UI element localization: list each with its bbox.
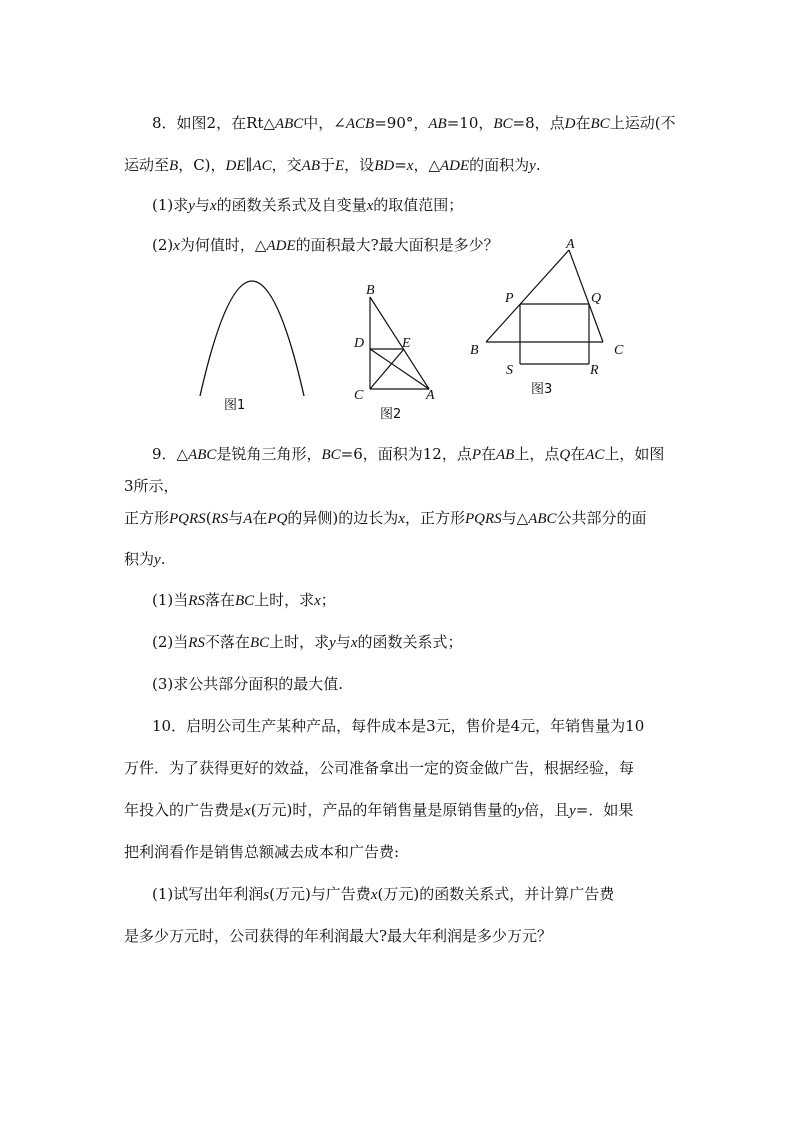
- p10-line-1: [152, 716, 644, 736]
- text-run: 于: [319, 156, 335, 174]
- math-var: y: [529, 158, 536, 174]
- text-run: =10，: [446, 114, 494, 132]
- text-run: ，C)，: [178, 156, 226, 174]
- fig2-label-e: E: [402, 336, 411, 351]
- text-run: ，正方形: [404, 509, 465, 527]
- text-run: 上，如图: [604, 445, 665, 463]
- fig2-label-b: B: [366, 283, 375, 298]
- text-run: 上时，求: [269, 633, 330, 651]
- text-run: (1)求: [152, 196, 189, 214]
- text-run: 在: [570, 445, 586, 463]
- fig3-label-b: B: [470, 343, 479, 358]
- text-run: 万件．为了获得更好的效益，公司准备拿出一定的资金做广告，根据经验，每: [124, 759, 635, 777]
- math-var: BD: [374, 158, 395, 174]
- text-run: ；: [320, 591, 336, 609]
- text-run: 在: [481, 445, 497, 463]
- math-var: RS: [188, 593, 205, 609]
- math-var: ADE: [266, 238, 296, 254]
- text-run: =90°，: [374, 114, 429, 132]
- text-run: 上时，求: [254, 591, 315, 609]
- text-run: 的取值范围；: [373, 196, 464, 214]
- text-run: =．如果: [575, 801, 634, 819]
- math-var: x: [209, 198, 217, 214]
- fig3-label-q: Q: [591, 291, 602, 306]
- math-var: y: [517, 803, 525, 819]
- text-run: =6，面积为12，点: [340, 445, 472, 463]
- text-run: ∥: [245, 156, 253, 174]
- math-var: DE: [225, 158, 246, 174]
- text-run: 倍，且: [524, 801, 570, 819]
- text-run: 的函数关系式及自变量: [216, 196, 367, 214]
- text-run: 把利润看作是销售总额减去成本和广告费:: [124, 843, 400, 861]
- math-var: ABC: [188, 447, 217, 463]
- text-run: 是多少万元时，公司获得的年利润最大?最大年利润是多少万元？: [124, 927, 553, 945]
- text-run: 8．如图2，在Rt△: [152, 114, 275, 132]
- math-var: x: [366, 198, 374, 214]
- math-var: PQRS: [464, 511, 502, 527]
- math-var: E: [335, 158, 345, 174]
- text-run: 是锐角三角形，: [216, 445, 322, 463]
- text-run: 的异侧)的边长为: [287, 509, 399, 527]
- math-var: ACB: [345, 116, 375, 132]
- math-var: s: [263, 887, 270, 903]
- math-var: AC: [585, 447, 605, 463]
- text-run: 正方形: [124, 509, 170, 527]
- math-var: RS: [211, 511, 229, 527]
- fig3-label-a: A: [566, 237, 575, 252]
- math-var: x: [406, 158, 414, 174]
- math-var: AB: [301, 158, 320, 174]
- text-run: 的面积为: [469, 156, 530, 174]
- text-run: 不落在: [204, 633, 250, 651]
- fig3-caption: 图3: [531, 382, 553, 397]
- text-run: 运动至: [124, 156, 170, 174]
- math-var: x: [350, 635, 358, 651]
- p9-line-3: [124, 508, 647, 529]
- p10-question-1a: [152, 884, 614, 905]
- fig2-label-d: D: [354, 336, 365, 351]
- text-run: 上运动(不: [609, 114, 676, 132]
- text-run: 落在: [204, 591, 235, 609]
- text-run: 10．启明公司生产某种产品，每件成本是3元，售价是4元，年销售量为10: [152, 717, 645, 735]
- text-run: 与: [335, 633, 351, 651]
- text-run: 与: [194, 196, 210, 214]
- p9-line-2: [124, 476, 179, 496]
- text-run: 积为: [124, 550, 155, 568]
- p10-question-1b: [124, 926, 552, 946]
- text-run: 与: [228, 509, 244, 527]
- p9-line-4: [124, 549, 165, 570]
- math-var: RS: [188, 635, 205, 651]
- text-run: (3)求公共部分面积的最大值.: [152, 675, 344, 693]
- math-var: ABC: [274, 116, 304, 132]
- math-var: y: [154, 552, 161, 568]
- math-var: B: [169, 158, 179, 174]
- text-run: 3所示，: [124, 477, 179, 495]
- fig1-parabola: [200, 281, 304, 396]
- math-var: BC: [321, 447, 341, 463]
- math-var: x: [244, 803, 251, 819]
- text-run: (2)当: [152, 633, 189, 651]
- math-var: x: [173, 238, 180, 254]
- math-var: BC: [249, 635, 270, 651]
- p9-line-1: [152, 444, 664, 465]
- text-run: .: [535, 156, 541, 174]
- math-var: BC: [493, 116, 513, 132]
- p9-question-1: [152, 590, 336, 611]
- math-var: PQ: [267, 511, 288, 527]
- fig2-triangle: [370, 297, 429, 389]
- fig2-label-c: C: [354, 388, 364, 403]
- math-var: Q: [559, 447, 571, 463]
- math-var: ABC: [528, 511, 557, 527]
- text-run: ，交: [271, 156, 302, 174]
- math-var: PQRS: [169, 511, 206, 527]
- math-var: AC: [252, 158, 272, 174]
- text-run: 在: [252, 509, 268, 527]
- p10-line-2: [124, 758, 634, 778]
- text-run: 为何值时，△: [179, 236, 267, 254]
- text-run: =: [394, 156, 407, 174]
- text-run: .: [160, 550, 166, 568]
- text-run: 的面积最大?最大面积是多少？: [295, 236, 499, 254]
- fig3-label-r: R: [590, 363, 599, 378]
- p9-question-3: [152, 674, 343, 694]
- text-run: =8，点: [512, 114, 565, 132]
- math-var: y: [329, 635, 336, 651]
- fig1-caption: 图1: [224, 398, 246, 413]
- text-run: 中，∠: [303, 114, 346, 132]
- text-run: (: [205, 509, 212, 527]
- text-run: (万元)时，产品的年销售量是原销售量的: [250, 801, 518, 819]
- text-run: 上，点: [514, 445, 560, 463]
- text-run: 的函数关系式；: [357, 633, 463, 651]
- text-run: (2): [152, 236, 174, 254]
- p10-line-3: [124, 800, 633, 821]
- text-run: ，设: [344, 156, 375, 174]
- text-run: (万元)的函数关系式，并计算广告费: [377, 885, 615, 903]
- math-var: y: [188, 198, 195, 214]
- math-var: BC: [590, 116, 610, 132]
- text-run: ，△: [413, 156, 440, 174]
- text-run: (1)当: [152, 591, 189, 609]
- fig3-label-p: P: [505, 291, 514, 306]
- fig3-shape: [486, 250, 603, 364]
- text-run: 年投入的广告费是: [124, 801, 245, 819]
- math-var: A: [243, 511, 253, 527]
- p9-question-2: [152, 632, 463, 653]
- text-run: 与△: [501, 509, 529, 527]
- fig3-label-c: C: [614, 343, 624, 358]
- text-run: 在: [575, 114, 591, 132]
- math-var: ADE: [439, 158, 470, 174]
- text-run: 9．△: [152, 445, 189, 463]
- math-var: y: [569, 803, 576, 819]
- math-var: x: [314, 593, 321, 609]
- math-var: P: [471, 447, 481, 463]
- fig2-caption: 图2: [380, 407, 402, 422]
- text-run: (万元)与广告费: [269, 885, 371, 903]
- text-run: 公共部分的面: [556, 509, 647, 527]
- math-var: AB: [428, 116, 447, 132]
- math-var: x: [398, 511, 405, 527]
- math-var: AB: [496, 447, 515, 463]
- fig2-label-a: A: [426, 388, 435, 403]
- math-var: x: [370, 887, 378, 903]
- text-run: (1)试写出年利润: [152, 885, 264, 903]
- math-var: BC: [234, 593, 255, 609]
- math-var: D: [564, 116, 576, 132]
- p10-line-4: [124, 842, 399, 862]
- fig3-label-s: S: [506, 363, 513, 378]
